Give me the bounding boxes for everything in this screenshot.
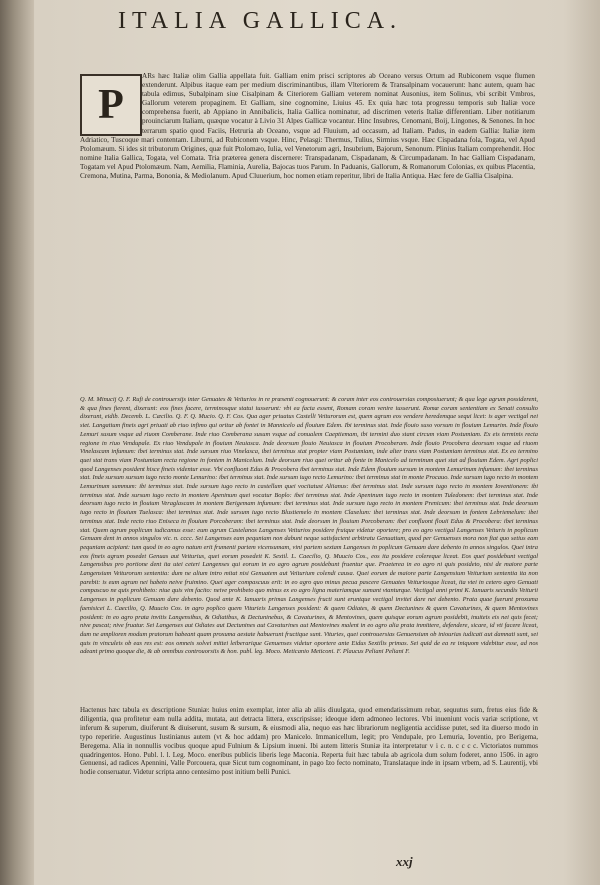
initial-letter: P: [98, 82, 124, 128]
introduction-paragraph: [80, 72, 535, 181]
introduction-text: ARs hæc Italiæ olim Gallia appellata fuit. Galliam enim prisci scriptores ab Oceano versus Ortum ad Rubiconem vsque flumen extenderunt. Alpibus itaque eam per medium discriminantibus, illam Vlteriorem & Transalpinam vocauerunt: hanc autem, quam hac tabula edimus, Subalpinam siue Cisalpinam & Citeriorem Galliam veterem nominat Ausonius, item Solinus, vbi scribit Vmbros, Gallorum veterem propaginem. Et Galliam, sine cognomine, Liuius 45. Ex quia hæc tota progressu temporis sub Italiæ voce comprehensa fuerit, ab Appiano in Annibalicis, Italia Gallica nominatur, ad discrimen veteris Italiæ differentiam. Liber notitiarum prouinciarum Italiam, quæque vocatur à Livio 31 Alpes Gallicæ vocantur. Hinc Insubres, Cenomani, Boij, Lingones, & Senones. In hoc terrarum spatio quod Faciis, Hetruria ab Oceano, vsque ad Fluuium, ad occasum, ad Italiam. Padus, in eadem Gallia: Italiæ item Adriatico, Tuscoque mari contentam. Liburni, ad Rubiconem vsque. Hinc, Pelasgi: Thermus, Tulius, Sirmius vsque. Hæc Cispadana fola, Togata, vel Apud Ptolomæum. Si ides sit tributorum Origines, quæ fuit Ptolomæo, Iulia, vel Venetorum agri, Insubrium, Bajorum, Senonum. Plinius Italiam comprehendit. Hoc nomine Italia Gallica, Togata, vel Comata. Tria præterea genera discernere: Transpadanam, Cispadanam, & Circumpadanam. In hac Galliam Cispadanam, Togatam vel Apud Ptolomæum. Nam, Aemilia, Flaminia, Aurelia, Bajocas tuos Parum. In Paduanis, Gallorum, & Romanorum Colonias, ex quibus Placentia, Cremona, Mutina, Parma, Bononia, & Mediolanum. Apud Cluuerium, hoc nomen etiam reperitur, libri de Italia Antiqua. Hæc fere de Gallia Cisalpina.: [80, 72, 535, 181]
book-spine-shadow: [0, 0, 34, 885]
inscription-table-text: Q. M. Minucij Q. F. Rufi de controuersijs inter Genuates & Veiturios in re præsenti cognouerunt: & coram inter eos controuersias composiuerunt; & qua lege agrum possiderent, & qua fines fierent, dixerunt: eos fines facere, terminosque statui iusserunt: vbi ea facta essent, Romam coram venire iusserunt. Romæ coram sententiam ex Senati consulto dixerunt, eidib. Decemb. L. Cæcilio. Q. F. Q. Mucio. Q. F. Cos. Qua ager priuatus Castelli Veiturorum est, quem agrum eos vendere heredemque sequi licet: is ager vectigal nei siet. Langatium fineis agri priuati ab riuo infimo qui oritur ab fontei in Mannicelo ad flouium Edem. Ibi terminus stat. Inde flouio suso vorsum in flouium Lemurim. Inde flouio Lemuri susum vsque ad riuom Comberane. Inde riuo Comberana susum vsque ad conualem Caeptiemam, ibi termini duo stant circum viam Postumiam. Ex eis terminis recta regione in riuo Vendupale. Ex riuo Vendupale in flouium Neuiasca. Inde deorsum flouio Neuiasca in flouium Procoberam. Inde flouio Procobera deorsum vsque ad riuom Vinelascam infumum: ibei terminus stat. Inde sursum riuo Vinelasca, ibei terminus stat propter viam Postumiam, inde alter trans viam Postumiam terminus stat. Ex eo termino quei stat trans viam Postumiam recta regione in fontem in Manicelum. Inde deorsum riuo quei oritur ab fonte in Manicelo ad terminum quei stat ad flouium Edem. Agri poplici quod Langenses posident hisce fineis videntur esse. Vbi confluont Edus & Procobera ibei terminus stat. Inde Edem flouium sursum in montem Lemurinum infumum: ibei terminus stat. Inde sursum sursum iugo recto monte Lemurino: ibei terminus stat. Inde sursum iugo recto Lemurino: ibei terminus stat in monte Procauo. Inde sursum iugo recto in montem Lemurinum summum: ibi terminus stat. Inde sursum iugo recto in castellum quei vocitatust Aliianus: ibei terminus stat. Inde sursum iugo recto in montem Ioventionem: ibi terminus stat. Inde sursum iugo recto in montem Apeninum quei vocatur Boplo: ibei terminus stat. Inde Apeninum iugo recto in montem Tuledonem: ibei terminus stat. Inde deorsum iugo recto in flouium Veraglascam in montem Berigemam infumum: ibei terminus stat. Inde sursum iugo recto in montem Prenicum: ibei terminus stat. Inde deorsum iugo recto in flouium Tuelasca: ibei terminus stat. Inde sursum iugo recto Blustiemelo in montem Claxelum: ibei terminus stat. Inde deorsum in fontem Lebriemelum: ibei terminus stat. Inde recto riuo Eniseca in flouium Porcoberam: ibei terminus stat. Inde deorsum in flouium Porcoberam: ibei confluont flouii Edus & Procobera: ibei terminus stat. Quem agrum poplicum iudicamus esse: eum agrum Castelanos Langenses Veiturios posidere fruique videtur oportere; pro eo agro vectigal Langenses Veituris in poplicum Genuam dent in annos singulos vic. n. cccc. Sei Langenses eam pequniam non dabunt neque satisfacient arbitratu Genuatium, quod per Genuenses mora non fiat quo setius eam pequniam acipiant: tum quod in eo agro natum erit frumenti partem vicensumam, vini partem sextam Langenses in poplicum Genuam dare debento in annos singulos. Quei intra eos fineis agrum posedet Genuas aut Veiturius, quei eorum posedeit K. Sextil. L. Caecilio, Q. Muucio Cos., eos ita posidere colereque liceat. Eos quei posidebunt vectigal Langensibus pro portione dent ita utei ceteri Langenses qui eorum in eo agro agrum posidebunt fruentur que. Praeterea in eo agro ni quis posideto, nisi de maiore parte Langensium Veiturorum sententia: dum ne alium intro mitat nisi Genuatem aut Veiturium colendi causa. Quei eorum de maiore parte Langensium Veiturium sententia ita non parebit: is eum agrum nei habeto neive fruimino. Quei ager compascuus erit: in eo agro quo minus pecua pascere Genuates Veituriosque liceat, ita vtei in cetero agro Genuati compascuo ne quis prohibeto: niue quis vim facito: neive prohibeto quo minus ex eo agro ligna materiamque sumant vtanturque. Vectigal anni primi K. Ianuaris secundis Veiturii Langenses in poplicum Genuam dare debento. Quod ante K. Ianuaris primas Langenses fructi sunt eruntque vectigal invitei dare nei debento. Prata quae fuerunt proxuma faenisicei L. Caecilio, Q. Muucio Cos. in agro poplico quem Viturieis Langenses posident: & quem Odiates, & quem Dectunines & quem Cavaturines, & quem Mentovines posident: in eo agro prata invitis Langensibus, & Odiatibus, & Dectuninebus, & Cavaturines, & Mentovines, quem quisque eorum agrum posidebit, inuiteis eis nei quis fecet; nive pascat; nive fruatur. Sei Langenses aut Odiates aut Dectunines aut Cavaturines aut Mentovines malent in eo agro alia prata inmittere, defendere, sicare, id vti facere liceat, dum ne amplioren modum pratorum habeant quam proxuma aestate habuerunt fructique sunt. Vituries, quei controuersias Genuensium ob iniourias iudicati aut damnati sunt, sei quis in vinculeis ob eas res est: eos omneis solvei mittei leiberarique Genuenses videtur oportere ante Eidus Sextilis primas. Sei quid de ea re iniquom videbitur esse, ad nos adeant primo quoque die, & ab omnibus controuorsiis & hon. publ. leg. Moco. Meticanio Meticoni. F. Plaucus Peliani Peliani F.: [80, 396, 538, 656]
page-title: ITALIA GALLICA.: [118, 8, 403, 34]
page-folio-number: xxj: [396, 854, 413, 869]
closing-paragraph: Hactenus hæc tabula ex descriptione Stuniæ: huius enim exemplar, inter alia ab aliis diuulgata, quod emendatissimum rebar, sequutus sum, fretus eius fide & diligentia, qua profitetur eam nulla addita, mutata, aut detracta littera, exscripsisse; ideoque idem admoneo lectores. Vbi inueniunt vocis variæ scriptione, vt inferum & superum, diuiferunt & diuiserunt, susum & sursum, & eiusmodi alia, nequo eas hæc librariorum negligentia accidisse putet, sed ita diuerso modo in typo reperirie. Augustinus Iustinianus autem (vt & hoc addam) pro Manicelo. Immanicellum, legit; pro Vendupale, pro Lemuria, Ioventio, pro Berigema, Beregema. Alia in nonnullis vocibus quoque apud Fulnium & Lipsium inueni. Ibi autem litteris Stuniæ ita interpretatur v i c. n. c c c c. Victoriatos nummos quadringentos. Hono. Publ. l. l. Leg. Moco. eneribus publicis liberis lege Maconia. Reperta fuit hæc tabula ab agricola dum solum foderet, anno 1506. in agro Genuensi, ad radices Apennini, Valle Porcouera, quæ Sicut tum cognominant, in pago Izo fecto nominato, Translataque inde in ipsam vrbem, ad S. Laurentij, vbi hodie conseruatur. Videtur scripta anno centesimo post initium belli Punici.: [80, 706, 538, 777]
